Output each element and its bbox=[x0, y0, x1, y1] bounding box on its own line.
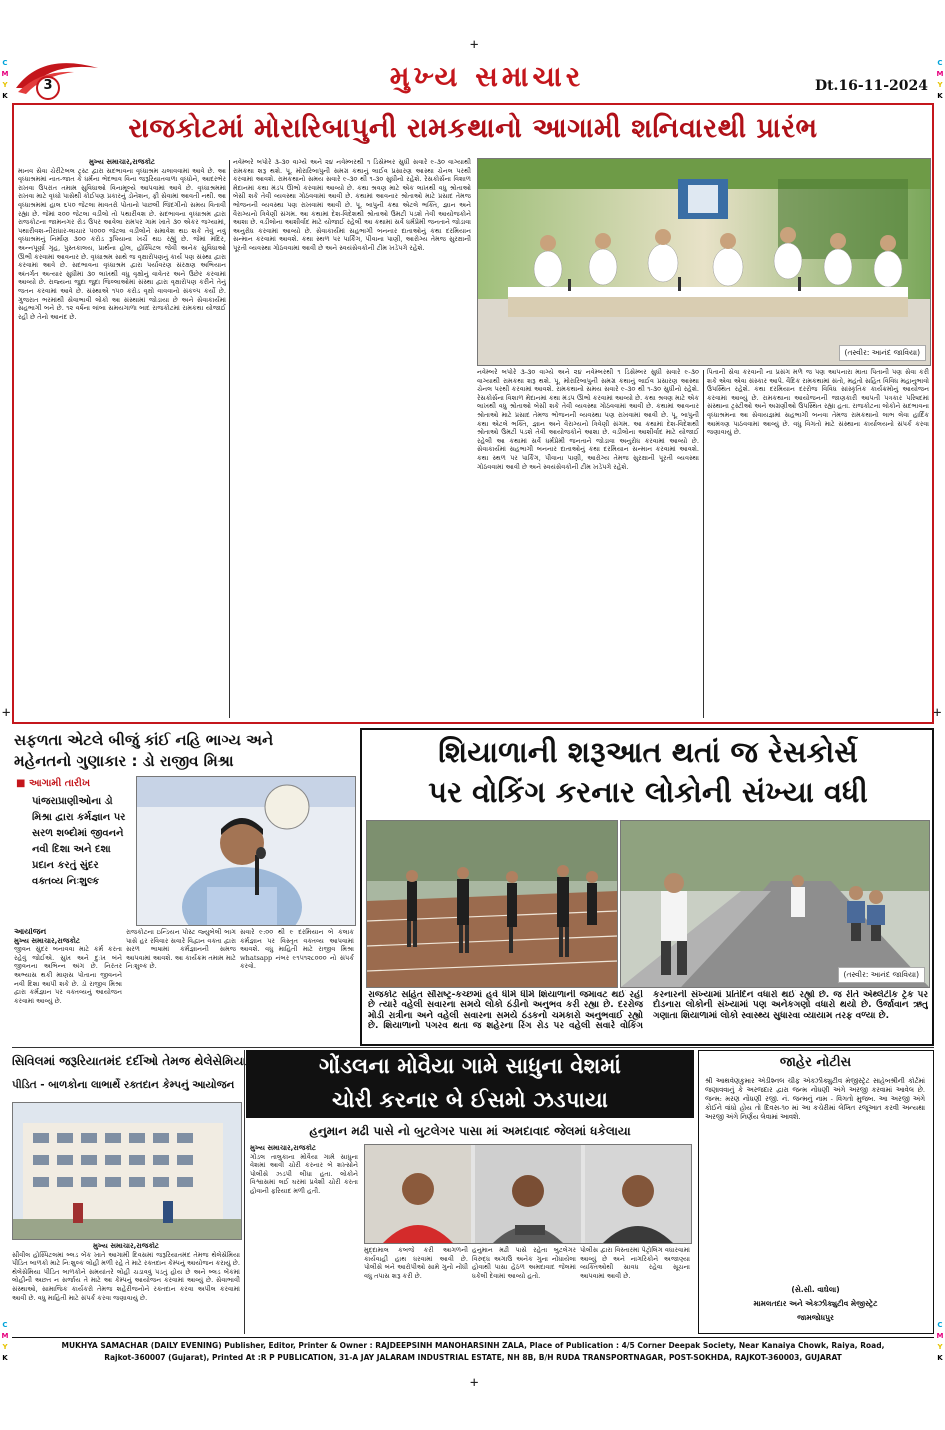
story5-headline-line2: ચોરી કરનાર બે ઈસમો ઝડપાયા bbox=[332, 1088, 608, 1113]
column-rule bbox=[703, 370, 704, 718]
registration-mark: + bbox=[470, 1375, 479, 1391]
walkers-photo-1 bbox=[366, 820, 618, 988]
story2-intro: આયોજન bbox=[14, 928, 47, 936]
story4-column bbox=[12, 1242, 240, 1332]
story5-body-1: ગોંડલ તાલુકાના મોવૈયા ગામે સાધુના વેશમાં આવી ચોરી કરનાર બે શખ્સોને પોલીસે ઝડપી લીધા હતા. લોકોને વિશ્વાસમાં લઈ ઘરમાં પ્રવેશી ચોરી કરતા હોવાની ફરિયાદ મળી હતી. bbox=[250, 1152, 358, 1195]
story5-body-3: હનુમાન મઢી પાસે રહેતા બુટલેગર વિરુદ્ધ અગાઉ અનેક ગુના નોંધાયેલા હોવાથી પાસા હેઠળ અમદાવાદ જેલમાં ધકેલી દેવામાં આવ્યો હતો. bbox=[472, 1246, 576, 1280]
story5-column-1 bbox=[250, 1144, 358, 1332]
story2-headline-line1: સફળતા એટલે બીજું કાંઈ નહિ ભાગ્ય અને bbox=[14, 731, 274, 749]
dateline: મુખ્ય સમાચાર,રાજકોટ bbox=[14, 936, 81, 945]
lead-column-2 bbox=[233, 158, 471, 720]
registration-mark: + bbox=[470, 37, 479, 53]
story-rajiv-mishra bbox=[12, 728, 357, 1046]
story-racecourse-walking bbox=[360, 728, 934, 1046]
lead-column-3 bbox=[477, 368, 699, 720]
dateline: મુખ્ય સમાચાર,રાજકોટ bbox=[92, 1242, 159, 1250]
walkers-photo-2 bbox=[620, 820, 930, 988]
dateline: મુખ્ય સમાચાર,રાજકોટ bbox=[88, 158, 155, 166]
section-divider bbox=[12, 1047, 934, 1048]
public-notice-box bbox=[698, 1050, 934, 1334]
story5-column-4 bbox=[580, 1246, 690, 1332]
section-title: મુખ્ય સમાચાર bbox=[389, 60, 585, 93]
story5-subhead: હનુમાન મઢી પાસે નો બુટલેગર પાસા માં અમદાવાદ જેલમાં ધકેલાયા bbox=[309, 1124, 631, 1138]
civil-hospital-photo bbox=[12, 1102, 242, 1240]
issue-date: Dt.16-11-2024 bbox=[814, 78, 928, 94]
story3-headline-line1: શિયાળાની શરૂઆત થતાં જ રેસકોર્સ bbox=[438, 735, 858, 769]
story3-headline-line2: પર વોકિંગ કરનાર લોકોની સંખ્યા વધી bbox=[428, 775, 868, 809]
square-bullet-icon: ■ bbox=[16, 778, 29, 789]
story4-headline-line2: પીડિત - બાળકોના લાભાર્થે રક્તદાન કેમ્પનું આયોજન bbox=[12, 1079, 235, 1091]
story2-body-2: રાજકોટના ઇન્ડિયન પોસ્ટ જ્યુબેલી બાગ પાસે હર રવિવાર સવારે વિદ્વાન વક્તા દ્વારા સરળ ભાષામાં કર્મજ્ઞાનની સમજ આપવામાં આવશે. આ કાર્યક્રમ તમામ માટે નિઃશુલ્ક છે. bbox=[126, 928, 236, 971]
story2-kicker bbox=[16, 778, 90, 789]
masthead bbox=[12, 58, 934, 102]
lead-press-conference-photo bbox=[477, 158, 931, 366]
notice-body: શ્રી આથવેણકુમાર એડીશ્નલ ચીફ એક્ઝીક્યુટીવ મેજીસ્ટ્રેટ સાહેબશ્રીની કોર્ટમાં જણાવવાનું કે અરજદાર દ્વારા જન્મ નોંધણી અંગે અરજી કરવામાં આવેલ છે. જન્મ: મરણ નોંધણી રજી. નં. જન્મનું નામ - વિગતો મુજબ. આ અરજી અંગે કોઈને વાંધો હોય તો દિવસ-૧૦ માં આ કચેરીમાં લેખિત રજૂઆત કરવી અન્યથા અરજી અંગે નિર્ણય લેવામાં આવશે. bbox=[705, 1077, 925, 1121]
ring-road-walkers-image bbox=[621, 821, 929, 987]
story4-body: સીવીલ હોસ્પિટલમાં બ્લડ બેંક ખાતે આગામી દિવસમાં જરૂરિયાતમંદ તેમજ થેલેસેમિયા પીડિત બાળકો માટે નિઃશુલ્ક લોહી મળી રહે તે માટે રક્તદાન કેમ્પનું આયોજન કરાયું છે. થેલેસેમિયા પીડિત બાળકોને સમયાંતરે લોહી ચડાવવું પડતું હોય છે અને બ્લડ બેંકમાં લોહીની અછત ન સર્જાય તે માટે આ કેમ્પનું આયોજન કરવામાં આવ્યું છે. સેવાભાવી સંસ્થાઓ, સામાજિક કાર્યકરો તેમજ શહેરીજનોને રક્તદાન કરવા અપીલ કરવામાં આવી છે. વધુ માહિતી માટે સંપર્ક કરવા જણાવાયું છે. bbox=[12, 1250, 240, 1302]
accused-photos bbox=[364, 1144, 692, 1244]
page-number-swoosh-icon bbox=[12, 58, 102, 102]
notice-place: જામજોધપુર bbox=[797, 1313, 834, 1322]
lead-column-4 bbox=[707, 368, 929, 720]
story5-column-2 bbox=[364, 1246, 468, 1332]
lead-body-1: માનવ સેવા ચેરીટેબલ ટ્રસ્ટ દ્વારા સદભાવના વૃધ્ધાશ્રમ ચલાવવામાં આવે છે. આ વૃધ્ધાશ્રમમાં નાત-જાત કે ધર્મના ભેદભાવ વિના જરૂરિયાતવાળા વૃધ્ધોને, આદરભેર રાખવા ઉપરાંત તમામ સુવિધાઓ વિનામૂલ્યે આપવામાં આવે છે. વૃધ્ધાશ્રમમાં રાખવા માટે વૃધ્ધો પાસેથી કોઈપણ પ્રકારનું ડોનેશન, ફી સેવામાં આવતી નથી. આ વૃધ્ધાશ્રમમાં હાલ ૬૫૦ જેટલા માવતરો પોતાનો પાછલી જિંદગીનો સમય વિતાવી રહ્યા છે. જેમાં ૨૦૦ જેટલા વડીલો તો પથારીવશ છે. સદભાવના વૃધ્ધાશ્રમ દ્વારા રાજકોટના જામનગર રોડ ઉપર આવેલા રામપર ગામ ખાતે ૩૦ એકર જગ્યામાં, પથારીવશ-નીરાધાર-લાચાર ૫૦૦૦ જેટલા વડીલોને સમાવેશ થઇ શકે તેવું નવું વૃધ્ધાશ્રમનું નિર્માણ ૩૦૦ કરોડ રૂપિયાના ખર્ચે થઇ રહ્યું છે. જેમાં મંદિર, અન્નપૂર્ણા ગૃહ, પુસ્તકાલય, પ્રાર્થના હોલ, હોસ્પિટલ જેવી અનેક સુવિધાઓ ઊભી કરવામાં આવનાર છે. વૃધ્ધાશ્રમ સાથે જ વૃક્ષારોપણનું કાર્ય પણ સંસ્થા દ્વારા કરવામાં આવે છે. સદભાવના વૃધ્ધાશ્રમ દ્વારા પર્યાવરણ સંરક્ષણ અભિયાન અંતર્ગત અત્યાર સુધીમાં ૩૦ લાખથી વધુ વૃક્ષોનું વાવેતર અને ઉછેર કરવામાં આવ્યો છે. રાજ્યના જુદા જુદા જિલ્લાઓમાં સંસ્થા દ્વારા વૃક્ષારોપણ કરીને તેનું જતન કરવામાં આવે છે. સંસ્થાએ ૧૫૦ કરોડ વૃક્ષો વાવવાનો સંકલ્પ કર્યો છે. ગુજરાત ભરમાંથી સેવાભાવી લોકો આ સંસ્થામાં જોડાયા છે અને સેવાકાર્યમાં સહભાગી બને છે. ૧૨ વર્ષના લાંબા સમયગાળા બાદ રાજકોટમાં રામકથા યોજાઈ રહી છે તેનો આનંદ છે. bbox=[18, 166, 226, 321]
story2-subhead: પાંજરાપ્રાણીઓના ડો મિશ્રા દ્વારા કર્મજ્ઞાન પર સરળ શબ્દોમાં જીવનને નવી દિશા અને દશા પ્રદાન કરતું સુંદર વક્તવ્ય નિઃશુલ્ક bbox=[32, 796, 126, 887]
story5-body-2: મુદ્દામાલ કબજે કરી આગળની કાર્યવાહી હાથ ધરવામાં આવી છે. પોલીસે બંને આરોપીઓ સામે ગુનો નોંધી વધુ તપાસ શરૂ કરી છે. bbox=[364, 1246, 468, 1280]
cmyk-strip: C M Y K bbox=[1, 59, 9, 100]
story2-body-3: સવારે ૯:૦૦ થી ૯ દરમિયાન બે કલાક કર્મજ્ઞાન પર વિસ્તૃત વક્તવ્ય આપવામાં આવશે. વધુ માહિતી માટે રાજીવ મિશ્રા whatsapp નંબર ૯૧૫૧૨૮૦૦૦ નો સંપર્ક કરવો. bbox=[240, 928, 354, 971]
story3-photo-credit: (તસ્વીર: આનંદ જાવિયા) bbox=[838, 967, 925, 983]
story2-column-1 bbox=[14, 928, 122, 1044]
press-conference-image bbox=[478, 159, 930, 365]
lead-headline: રાજકોટમાં મોરારિબાપુની રામકથાનો આગામી શનિવારથી પ્રારંભ bbox=[128, 113, 818, 144]
story5-body-4: પોલીસ દ્વારા વિસ્તારમાં પેટ્રોલિંગ વધારવામાં આવ્યું છે અને નાગરિકોને અજાણ્યા વ્યક્તિઓથી સાવધ રહેવા સૂચના આપવામાં આવી છે. bbox=[580, 1246, 690, 1280]
story2-headline-line2: મહેનતનો ગુણાકાર : ડો રાજીવ મિશ્રા bbox=[14, 752, 234, 770]
footer-rule bbox=[12, 1337, 934, 1338]
cmyk-strip: C M Y K bbox=[1, 1321, 9, 1362]
track-walkers-image bbox=[367, 821, 617, 987]
accused-persons-image bbox=[365, 1145, 691, 1243]
kicker-text: આગામી તારીખ bbox=[28, 778, 91, 789]
story5-column-3 bbox=[472, 1246, 576, 1332]
story-gondal-thieves bbox=[246, 1050, 694, 1334]
lead-body-3: પિતાની સેવા કરવાની ના પ્રસંગ મળે જ પણ આપનારા માતા પિતાની પણ સેવા કરી શકે એવા એવા સંસ્કાર આપે. વૈદિક રામકથામાં સંતો, મહંતો સહિત વિવિધ મહાનુભાવો ઉપસ્થિત રહેશે. કથા દરમિયાન દરરોજ વિવિધ સાંસ્કૃતિક કાર્યક્રમોનું આયોજન કરવામાં આવ્યું છે. રામકથાના આયોજનની જાણકારી આપતી પત્રકાર પરિષદમાં સંસ્થાના ટ્રસ્ટીઓ અને અગ્રણીઓ ઉપસ્થિત રહ્યા હતા. રાજકોટના લોકોને સદભાવના વૃધ્ધાશ્રમના આ સેવાયજ્ઞમાં સહભાગી બનવા તેમજ રામકથાનો લાભ લેવા હાર્દિક આમંત્રણ પાઠવવામાં આવ્યું છે. વધુ વિગતો માટે સંસ્થાના કાર્યાલયનો સંપર્ક કરવા જણાવાયું છે. bbox=[707, 368, 929, 437]
imprint-line-2: Rajkot-360007 (Gujarat), Printed At :R P PUBLICATION, 31-A JAY JALARAM INDUSTRIAL ESTATE, NH 8B, B/H RUDA TRANSPORTNAGAR, POST-SOKHDA, RAJKOT-360003, GUJARAT bbox=[104, 1353, 842, 1362]
registration-mark: + bbox=[2, 705, 11, 721]
page-number: 3 bbox=[43, 78, 53, 93]
notice-title: જાહેર નોટીસ bbox=[779, 1055, 852, 1070]
notice-signature: (સે.સી. વાઘેલા) bbox=[791, 1285, 840, 1294]
column-rule bbox=[229, 160, 230, 718]
story2-column-2 bbox=[126, 928, 236, 1044]
story3-body: રાજકોટ સહિત સૌરાષ્ટ્ર-કચ્છમાં હવે ધીમે ધીમે શિયાળાની જમાવટ થઈ રહી છે ત્યારે વહેલી સવારના સમયે લોકો ઠંડીનો અનુભવ કરી રહ્યા છે. દરરોજ મોડી રાત્રીના અને વહેલી સવારના સમયે ઠંડકનો ચમકારો અનુભવાઈ રહ્યો છે. શિયાળાનો પગરવ થતા જ શહેરના રિંગ રોડ પર વહેલી સવારે વોકિંગ કરનારની સંખ્યામાં પ્રતિદિન વધારો થઈ રહ્યો છે. જ રીતે એથ્લેટીક ટ્રેક પર દોડનારા લોકોની સંખ્યામાં પણ અનેકગણો વધારો થયો છે. ઉર્જાવાન ઋતુ ગણાતા શિયાળામાં લોકો સ્વાસ્થ્ય સુધારવા વ્યાયામ તરફ વળ્યા છે. bbox=[368, 990, 928, 1032]
lead-body-2b: નવેમ્બરે બપોરે ૩-૩૦ વાગ્યે અને ૨૪ નવેમ્બરથી ૧ ડિસેમ્બર સુધી સવારે ૯-૩૦ વાગ્યાથી રામકથા શરૂ થશે. પૂ. મોરારિબાપુની સમગ્ર કથાનું લાઈવ પ્રસારણ આસ્થા ચેનલ પરથી કરવામાં આવશે. રામકથાનો સમય સવારે ૯-૩૦ થી ૧-૩૦ સુધીનો રહેશે. રેસકોર્સના વિશાળ મેદાનમાં કથા મંડપ ઊભો કરવામાં આવ્યો છે. કથા શ્રવણ માટે એક લાખથી વધુ શ્રોતાઓ બેસી શકે તેવી વ્યવસ્થા ગોઠવવામાં આવી છે. કથામાં આવનાર શ્રોતાઓ માટે પ્રસાદ તેમજ ભોજનની વ્યવસ્થા પણ રાખવામાં આવી છે. પૂ. બાપુની કથા એટલે ભક્તિ, જ્ઞાન અને વૈરાગ્યનો ત્રિવેણી સંગમ. આ કથામાં દેશ-વિદેશથી શ્રોતાઓ ઉમટી પડશે તેવી આયોજકોને આશા છે. વડીલોના આશીર્વાદ માટે યોજાઈ રહેલી આ કથામાં સર્વે ધર્મપ્રેમી જનતાને જોડાવા અનુરોધ કરવામાં આવ્યો છે. સેવાકાર્યમાં સહભાગી બનનાર દાતાઓનું કથા દરમિયાન સન્માન કરવામાં આવશે. કથા સ્થળ પર પાર્કિંગ, પીવાના પાણી, આરોગ્ય તેમજ સુરક્ષાની પૂરતી વ્યવસ્થા ગોઠવવામાં આવી છે અને સ્વયંસેવકોની ટીમ ખડેપગે રહેશે. bbox=[477, 368, 699, 471]
speaker-photo bbox=[136, 776, 356, 926]
registration-mark: + bbox=[933, 705, 942, 721]
story2-body-1: જીવન સુંદર બનાવવા માટે કર્મ કરતા રહેવું જોઈએ. સુખ અને દુઃખ બંને જીવનના અભિન્ન અંગ છે. નિરંતર અભ્યાસ થકી માણસ પોતાના જીવનને નવી દિશા આપી શકે છે. ડો રાજીવ મિશ્રા દ્વારા કર્મજ્ઞાન પર વક્તવ્યનું આયોજન કરવામાં આવ્યું છે. bbox=[14, 945, 122, 1005]
dateline: મુખ્ય સમાચાર,રાજકોટ bbox=[250, 1144, 317, 1152]
story2-column-3 bbox=[240, 928, 354, 1044]
story4-headline-line1: સિવિલમાં જરૂરિયાતમંદ દર્દીઓ તેમજ થેલેસેમિયા bbox=[12, 1054, 247, 1068]
notice-office: મામલતદાર અને એક્ઝીક્યુટીવ મેજીસ્ટ્રેટ bbox=[753, 1299, 878, 1308]
lead-body-2: નવેમ્બરે બપોરે ૩-૩૦ વાગ્યે અને ૨૪ નવેમ્બરથી ૧ ડિસેમ્બર સુધી સવારે ૯-૩૦ વાગ્યાથી રામકથા શરૂ થશે. પૂ. મોરારિબાપુની સમગ્ર કથાનું લાઈવ પ્રસારણ આસ્થા ચેનલ પરથી કરવામાં આવશે. રામકથાનો સમય સવારે ૯-૩૦ થી ૧-૩૦ સુધીનો રહેશે. રેસકોર્સના વિશાળ મેદાનમાં કથા મંડપ ઊભો કરવામાં આવ્યો છે. કથા શ્રવણ માટે એક લાખથી વધુ શ્રોતાઓ બેસી શકે તેવી વ્યવસ્થા ગોઠવવામાં આવી છે. કથામાં આવનાર શ્રોતાઓ માટે પ્રસાદ તેમજ ભોજનની વ્યવસ્થા પણ રાખવામાં આવી છે. પૂ. બાપુની કથા એટલે ભક્તિ, જ્ઞાન અને વૈરાગ્યનો ત્રિવેણી સંગમ. આ કથામાં દેશ-વિદેશથી શ્રોતાઓ ઉમટી પડશે તેવી આયોજકોને આશા છે. વડીલોના આશીર્વાદ માટે યોજાઈ રહેલી આ કથામાં સર્વે ધર્મપ્રેમી જનતાને જોડાવા અનુરોધ કરવામાં આવ્યો છે. સેવાકાર્યમાં સહભાગી બનનાર દાતાઓનું કથા દરમિયાન સન્માન કરવામાં આવશે. કથા સ્થળ પર પાર્કિંગ, પીવાના પાણી, આરોગ્ય તેમજ સુરક્ષાની પૂરતી વ્યવસ્થા ગોઠવવામાં આવી છે અને સ્વયંસેવકોની ટીમ ખડેપગે રહેશે. bbox=[233, 158, 471, 252]
story5-headline-line1: ગોંડલના મોવૈયા ગામે સાધુના વેશમાં bbox=[319, 1054, 621, 1079]
hospital-building-image bbox=[13, 1103, 241, 1239]
speaker-image bbox=[137, 777, 355, 925]
cmyk-strip: C M Y K bbox=[936, 1321, 944, 1362]
lead-column-1 bbox=[18, 158, 226, 720]
story-blood-donation bbox=[12, 1050, 247, 1334]
column-rule bbox=[244, 1050, 245, 1334]
lead-photo-credit: (તસ્વીર: આનંદ જાવિયા) bbox=[839, 345, 926, 361]
imprint-line-1: MUKHYA SAMACHAR (DAILY EVENING) Publisher, Editor, Printer & Owner : RAJDEEPSINH MANOHARSINH ZALA, Place of Publication : 4/5 Corner Deepak Society, Near Kanaiya Chowk, Raiya, Road, bbox=[61, 1341, 885, 1350]
cmyk-strip: C M Y K bbox=[936, 59, 944, 100]
